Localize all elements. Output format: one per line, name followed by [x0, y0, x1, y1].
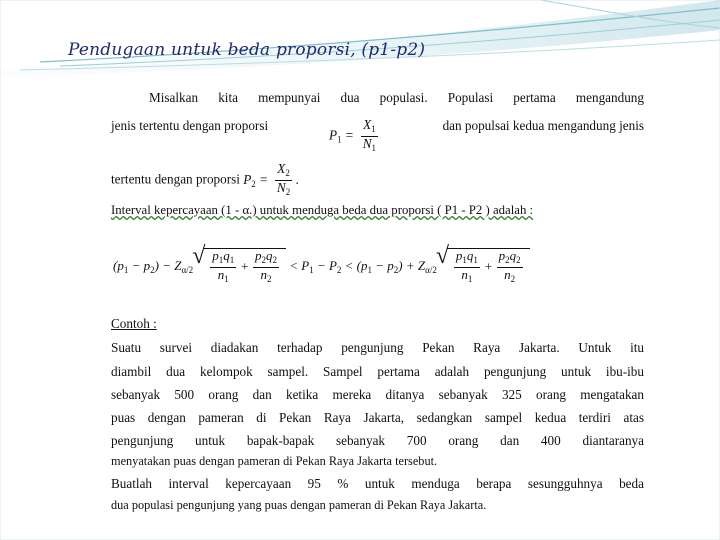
interval-title: Interval kepercayaan (1 - α.) untuk menduga beda dua proporsi ( P1 - P2 ) adalah : — [111, 203, 534, 217]
para1-line2-pre: jenis tertentu dengan proporsi — [111, 118, 269, 133]
formula-p1: $P_1$ = $\frac{X_1}{N_1}$ — [329, 117, 377, 153]
slide-title: Pendugaan untuk beda proporsi, (p1-p2) — [68, 40, 426, 60]
para1-line2 — [111, 118, 644, 155]
example-line-4: puas dengan pameran di Pekan Raya Jakarta, sedangkan sampel kedua terdiri atas — [111, 410, 644, 425]
para1-line3 — [111, 162, 299, 199]
formula-p2: $P_2$ = $\frac{X_2}{N_2}$ . — [243, 161, 300, 197]
example-line-6: menyatakan puas dengan pameran di Pekan Raya Jakarta tersebut. — [111, 454, 438, 468]
para1-line3-pre: tertentu dengan proporsi — [111, 171, 240, 187]
document-image — [103, 80, 648, 516]
example-line-2: diambil dua kelompok sampel. Sampel pertama adalah pengunjung untuk ibu-ibu — [111, 364, 644, 379]
para1-line1: Misalkan kita mempunyai dua populasi. Populasi pertama mengandung — [149, 90, 644, 105]
confidence-interval-formula: $(p_1 - p_2) - Z_{\alpha/2}$ √ $\frac{p_1q_1}{n_1}$ + $\frac{p_2q_2}{n_2}$ < $P_1 - P_2 < (p_1 - p_2) + Z_{\alpha/2}$ √ $\frac{p_1q_1}{n_1}$ + $\frac{p_2q_2}{n_2}$ — [113, 248, 530, 286]
para1-line2-post: dan populsai kedua mengandung jenis — [442, 118, 644, 133]
example-line-3: sebanyak 500 orang dan ketika mereka ditanya sebanyak 325 orang mengatakan — [111, 387, 644, 402]
example-line-5: pengunjung untuk bapak-bapak sebanyak 700 orang dan 400 diantaranya — [111, 433, 644, 448]
contoh-heading: Contoh : — [111, 316, 157, 331]
example-line-1: Suatu survei diadakan terhadap pengunjung Pekan Raya Jakarta. Untuk itu — [111, 340, 644, 355]
example-line-7: Buatlah interval kepercayaan 95 % untuk menduga berapa sesungguhnya beda — [111, 476, 644, 491]
example-line-8: dua populasi pengunjung yang puas dengan pameran di Pekan Raya Jakarta. — [111, 498, 487, 512]
